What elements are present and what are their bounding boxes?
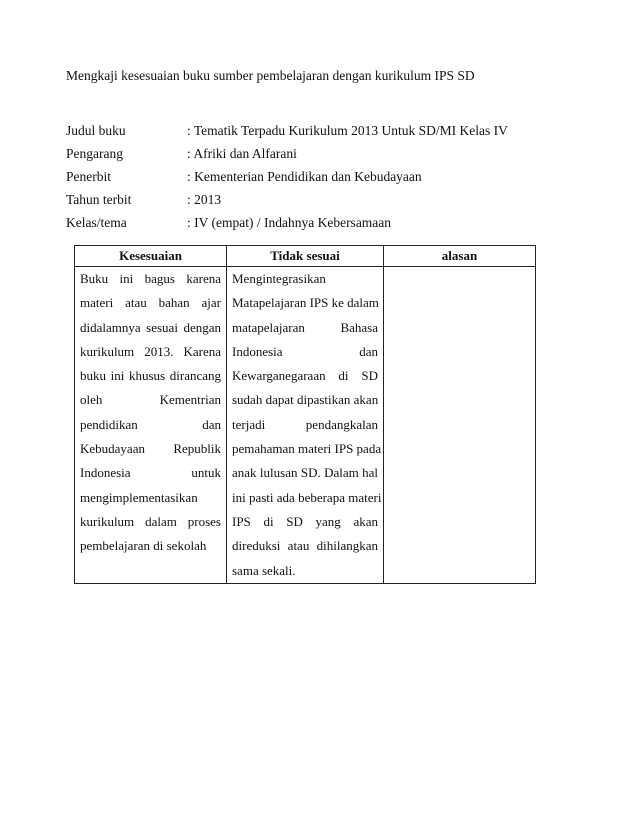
evaluation-table: [74, 245, 536, 584]
table-row: [75, 267, 536, 584]
cell-line: terjadi pendangkalan: [232, 416, 378, 432]
cell-line: pendidikan dan: [80, 416, 221, 432]
info-value: : IV (empat) / Indahnya Kebersamaan: [187, 215, 392, 230]
cell-line: Indonesia dan: [232, 343, 378, 359]
cell-line: ini pasti ada beberapa materi: [232, 489, 382, 505]
info-value: : Tematik Terpadu Kurikulum 2013 Untuk SD/MI Kelas IV: [187, 123, 508, 138]
header-tidak-sesuai: Tidak sesuai: [227, 246, 384, 267]
cell-line: direduksi atau dihilangkan: [232, 538, 378, 554]
info-label: Judul buku: [66, 123, 126, 138]
header-alasan: alasan: [384, 246, 536, 267]
info-row-pengarang: [66, 146, 566, 164]
cell-line: pemahaman materi IPS pada: [232, 441, 382, 457]
cell-line: mengimplementasikan: [80, 489, 198, 505]
info-row-kelas-tema: [66, 215, 566, 233]
info-label: Penerbit: [66, 169, 111, 184]
info-value: : Kementerian Pendidikan dan Kebudayaan: [187, 169, 422, 184]
info-row-judul-buku: [66, 123, 566, 141]
page-title: Mengkaji kesesuaian buku sumber pembelajaran dengan kurikulum IPS SD: [66, 68, 475, 83]
table-header-row: [75, 246, 536, 267]
header-kesesuaian: Kesesuaian: [75, 246, 227, 267]
cell-line: Matapelajaran IPS ke dalam: [232, 295, 379, 311]
cell-line: Indonesia untuk: [80, 465, 221, 481]
info-label: Tahun terbit: [66, 192, 132, 207]
cell-line: oleh Kementrian: [80, 392, 221, 408]
cell-line: Buku ini bagus karena: [80, 271, 221, 286]
info-row-penerbit: [66, 169, 566, 187]
cell-tidak-sesuai: [227, 267, 384, 584]
info-label: Kelas/tema: [66, 215, 127, 230]
cell-line: materi atau bahan ajar: [80, 295, 221, 311]
cell-kesesuaian: [75, 267, 227, 584]
cell-line: sudah dapat dipastikan akan: [232, 392, 379, 408]
cell-line: anak lulusan SD. Dalam hal: [232, 465, 378, 481]
info-label: Pengarang: [66, 146, 123, 161]
cell-line: Kebudayaan Republik: [80, 441, 221, 457]
cell-line: didalamnya sesuai dengan: [80, 319, 221, 335]
cell-line: kurikulum dalam proses: [80, 513, 221, 529]
info-row-tahun-terbit: [66, 192, 566, 210]
cell-alasan: [384, 267, 536, 584]
info-value: : Afriki dan Alfarani: [187, 146, 297, 161]
cell-line: buku ini khusus dirancang: [80, 368, 221, 384]
cell-line: Mengintegrasikan: [232, 271, 326, 286]
info-value: : 2013: [187, 192, 222, 207]
cell-line: Kewarganegaraan di SD: [232, 368, 378, 384]
cell-line: matapelajaran Bahasa: [232, 319, 378, 335]
cell-line: sama sekali.: [232, 562, 296, 578]
cell-line: kurikulum 2013. Karena: [80, 343, 221, 359]
cell-line: IPS di SD yang akan: [232, 513, 378, 529]
cell-line: pembelajaran di sekolah: [80, 538, 207, 554]
